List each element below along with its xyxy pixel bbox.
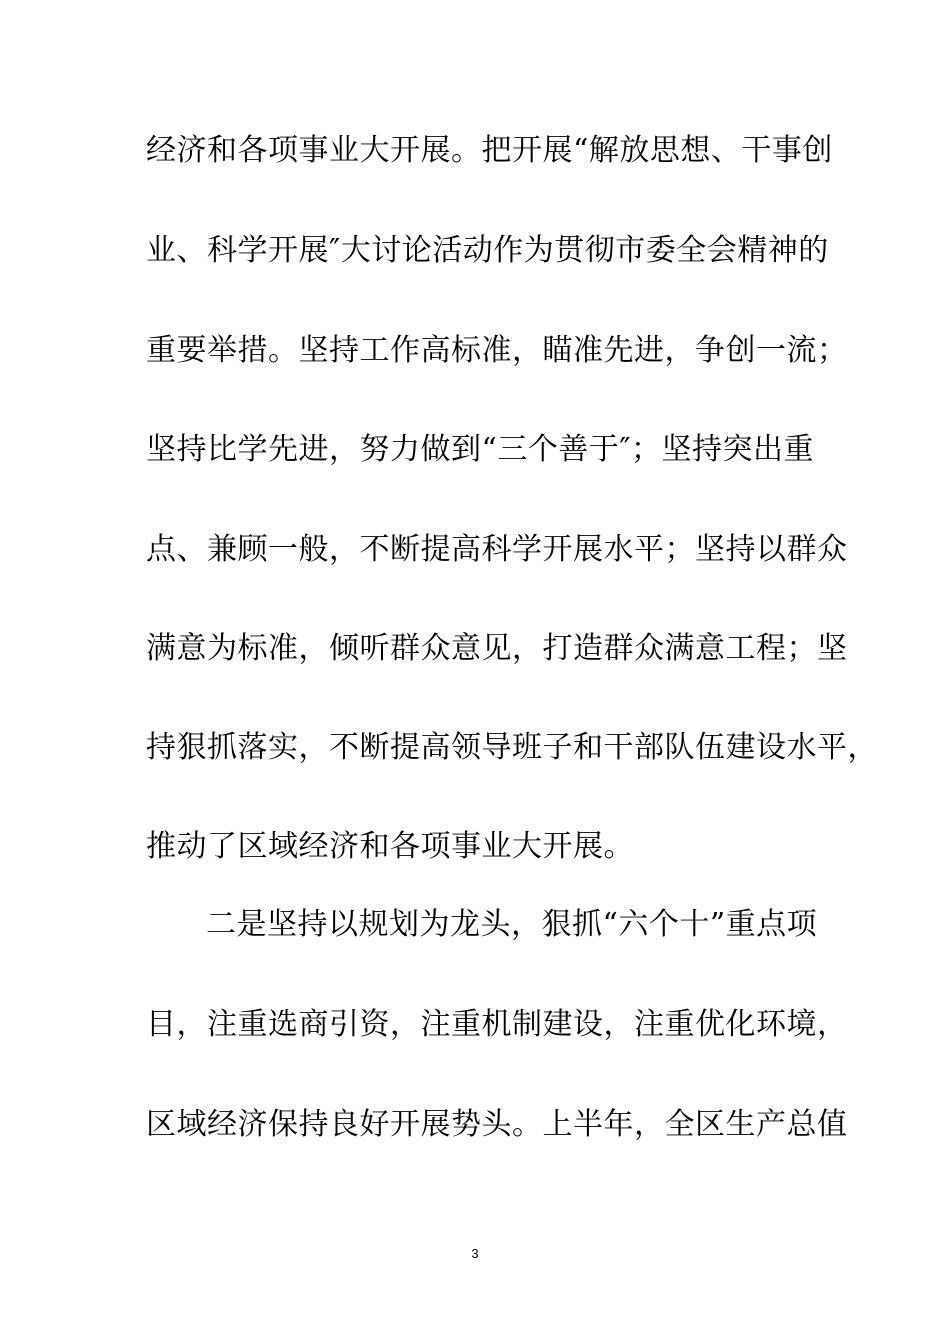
paragraph-line: 持狠抓落实，不断提高领导班子和干部队伍建设水平， [146, 730, 878, 765]
paragraph-line: 满意为标准，倾听群众意见，打造群众满意工程；坚 [146, 631, 848, 666]
paragraph-line: 重要举措。坚持工作高标准，瞄准先进，争创一流； [146, 333, 848, 368]
paragraph-line: 推动了区域经济和各项事业大开展。 [146, 829, 634, 864]
paragraph-line: 区域经济保持良好开展势头。上半年，全区生产总值 [146, 1107, 848, 1142]
page-number: 3 [471, 1246, 479, 1261]
paragraph-line: 目，注重选商引资，注重机制建设，注重优化环境， [146, 1007, 848, 1042]
paragraph-line: 坚持比学先进，努力做到“三个善于″；坚持突出重 [146, 432, 815, 467]
paragraph-line: 经济和各项事业大开展。把开展“解放思想、干事创 [146, 133, 833, 168]
paragraph-line-indented: 二是坚持以规划为龙头，狠抓“六个十”重点项 [206, 907, 818, 942]
paragraph-line: 点、兼顾一般，不断提高科学开展水平；坚持以群众 [146, 532, 848, 567]
paragraph-line: 业、科学开展″大讨论活动作为贯彻市委全会精神的 [146, 233, 829, 268]
